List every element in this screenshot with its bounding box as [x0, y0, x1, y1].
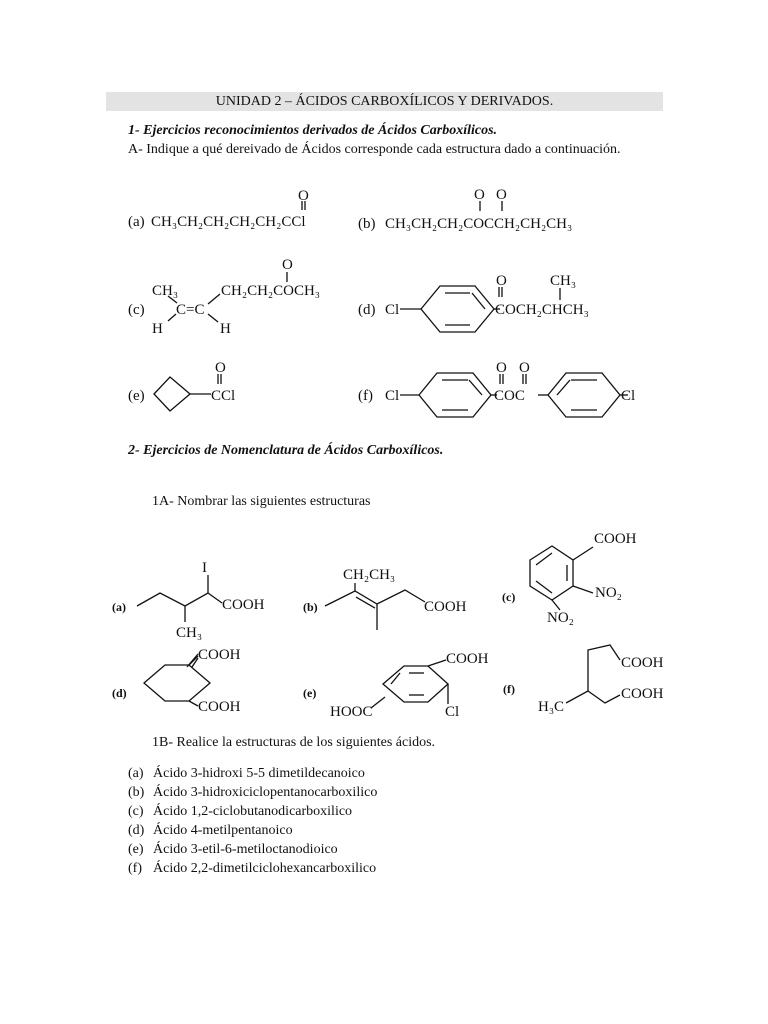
s1-d-label: (d) [358, 302, 376, 318]
s1-c-ch3: CH₃ [152, 283, 179, 299]
s2-f-cooh-1: COOH [621, 655, 664, 671]
s1-f-label: (f) [358, 388, 373, 404]
s1-c-chain: CH₂CH₂COCH₃ [221, 283, 321, 299]
s2-a-label: (a) [112, 600, 126, 614]
s1-c-label: (c) [128, 302, 145, 318]
s1-f-carbonyl-2: O [519, 360, 530, 376]
list-item: (e) Ácido 3-etil-6-metiloctanodioico [128, 842, 338, 857]
s2-c-cooh: COOH [594, 531, 637, 547]
list-item: (c) Ácido 1,2-ciclobutanodicarboxilico [128, 804, 353, 819]
s2-f-h3c: H₃C [538, 699, 565, 715]
s1-d-cl: Cl [385, 302, 400, 318]
s1-f-cl-1: Cl [385, 388, 400, 404]
s1-b-carbonyl-2: O [496, 187, 507, 203]
s1-e-label: (e) [128, 388, 145, 404]
s1-c-carbonyl: O [282, 257, 293, 273]
s1-f-anhydride: COC [494, 388, 525, 404]
list-item: (a) Ácido 3-hidroxi 5-5 dimetildecanoico [128, 766, 365, 781]
s2-b-label: (b) [303, 600, 318, 614]
s1-e-acyl: CCl [211, 388, 236, 404]
section-1-instruction: A- Indique a qué dereivado de Ácidos corresponde cada estructura dado a continuación. [128, 142, 621, 157]
s2-e-hooc: HOOC [330, 704, 373, 720]
s2-b-cooh: COOH [424, 599, 467, 615]
s1-a-formula: CH₃CH₂CH₂CH₂CH₂CCl [151, 214, 306, 230]
s2-d-cooh-2: COOH [198, 699, 241, 715]
s1-d-ester: COCH₂CHCH₃ [495, 302, 589, 318]
s2-f-cooh-2: COOH [621, 686, 664, 702]
s1-c-h1: H [152, 321, 163, 337]
s2-a-ch3: CH₃ [176, 625, 203, 641]
s2-d-cooh-1: COOH [198, 647, 241, 663]
s1-b-label: (b) [358, 216, 376, 232]
list-item: (f) Ácido 2,2-dimetilciclohexancarboxilico [128, 861, 377, 876]
s2-c-no2-b: NO₂ [547, 610, 574, 626]
s1-d-carbonyl: O [496, 273, 507, 289]
s1-f-carbonyl-1: O [496, 360, 507, 376]
s2-d-label: (d) [112, 686, 127, 700]
s2-e-cooh: COOH [446, 651, 489, 667]
section-2-heading: 2- Ejercicios de Nomenclatura de Ácidos Carboxílicos. [128, 443, 444, 458]
s1-d-ch3: CH₃ [550, 273, 577, 289]
s2-e-cl: Cl [445, 704, 460, 720]
exercise-1b-title: 1B- Realice la estructuras de los siguientes ácidos. [152, 735, 436, 750]
s1-f-cl-2: Cl [621, 388, 636, 404]
s2-a-iodo: I [202, 560, 207, 576]
s1-b-carbonyl-1: O [474, 187, 485, 203]
s2-e-label: (e) [303, 686, 317, 700]
s2-c-no2-a: NO₂ [595, 585, 622, 601]
s1-c-h2: H [220, 321, 231, 337]
s2-c-label: (c) [502, 590, 516, 604]
exercise-1a-title: 1A- Nombrar las siguientes estructuras [152, 494, 371, 509]
page-title: UNIDAD 2 – ÁCIDOS CARBOXÍLICOS Y DERIVADOS. [106, 92, 663, 111]
list-item: (b) Ácido 3-hidroxiciclopentanocarboxilico [128, 785, 378, 800]
s1-a-label: (a) [128, 214, 145, 230]
s1-b-formula: CH₃CH₂CH₂COCCH₂CH₂CH₃ [385, 216, 573, 232]
s2-f-label: (f) [503, 682, 515, 696]
s2-a-cooh: COOH [222, 597, 265, 613]
s1-a-carbonyl: O [298, 188, 309, 204]
s1-e-carbonyl: O [215, 360, 226, 376]
section-1-heading: 1- Ejercicios reconocimientos derivados de Ácidos Carboxílicos. [128, 123, 498, 138]
list-item: (d) Ácido 4-metilpentanoico [128, 823, 293, 838]
acid-list [128, 764, 377, 878]
s1-c-cc: C=C [176, 302, 205, 318]
s2-b-ethyl: CH₂CH₃ [343, 567, 396, 583]
